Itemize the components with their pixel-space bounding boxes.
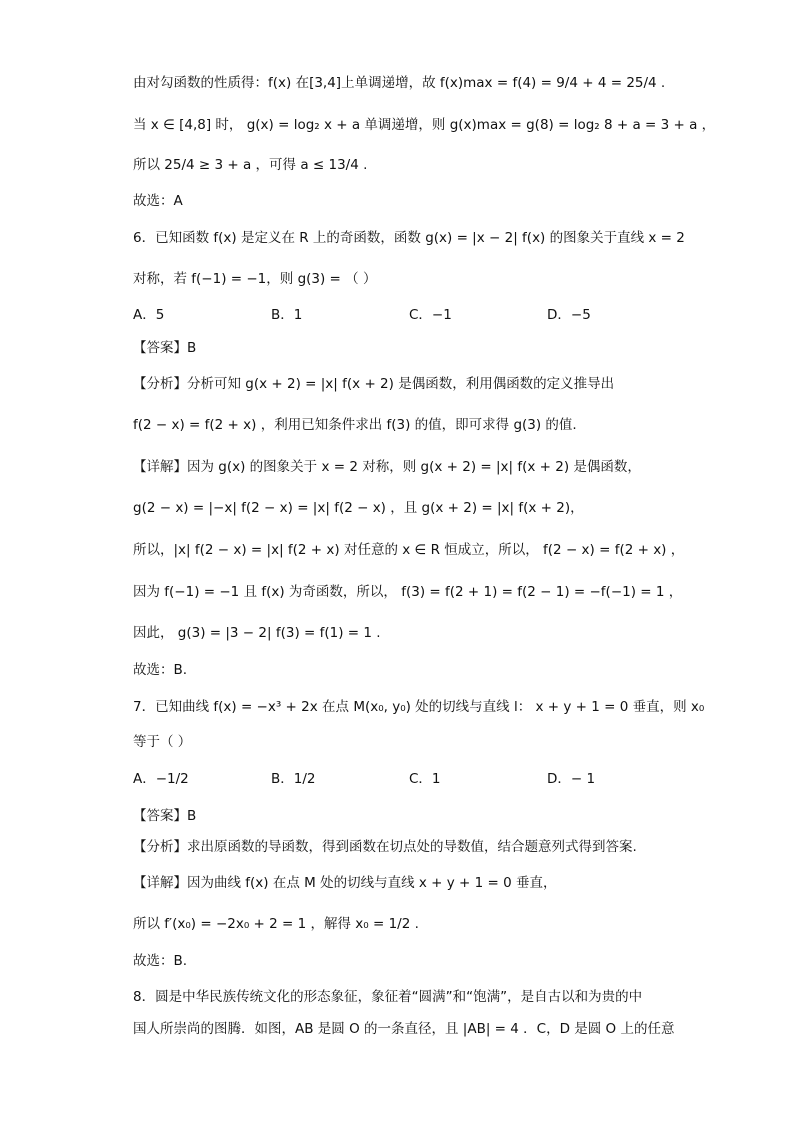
choice-7: 故选：B.: [133, 953, 188, 969]
line-4: 故选：A: [133, 193, 183, 209]
option-b: B．1: [271, 307, 303, 323]
question-7-stem-cont: 等于（ ）: [133, 734, 192, 750]
option-d: D．− 1: [547, 771, 596, 787]
line-2: 当 x ∈ [4,8] 时， g(x) = log₂ x + a 单调递增，则 g(x)max = g(8) = log₂ 8 + a = 3 + a ，: [133, 117, 716, 133]
detail-7-line-2: 所以 f′(x₀) = −2x₀ + 2 = 1 ，解得 x₀ = 1/2 .: [133, 916, 419, 932]
analysis-7: 【分析】求出原函数的导函数，得到函数在切点处的导数值，结合题意列式得到答案.: [133, 839, 637, 855]
line-1: 由对勾函数的性质得：f(x) 在[3,4]上单调递增，故 f(x)max = f(4) = 9/4 + 4 = 25/4 .: [133, 75, 666, 91]
line-3: 所以 25/4 ≥ 3 + a ，可得 a ≤ 13/4 .: [133, 157, 368, 173]
detail-6: 【详解】因为 g(x) 的图象关于 x = 2 对称，则 g(x + 2) = |x| f(x + 2) 是偶函数，: [133, 459, 641, 475]
question-8-stem-cont: 国人所崇尚的图腾．如图，AB 是圆 O 的一条直径，且 |AB| = 4 ．C，D 是圆 O 上的任意: [133, 1021, 675, 1037]
detail-6-line-2: g(2 − x) = |−x| f(2 − x) = |x| f(2 − x) ，且 g(x + 2) = |x| f(x + 2)，: [133, 500, 584, 516]
analysis-6-cont: f(2 − x) = f(2 + x) ，利用已知条件求出 f(3) 的值，即可求得 g(3) 的值.: [133, 417, 577, 433]
detail-6-line-5: 因此， g(3) = |3 − 2| f(3) = f(1) = 1 .: [133, 625, 381, 641]
detail-6-line-4: 因为 f(−1) = −1 且 f(x) 为奇函数，所以， f(3) = f(2 + 1) = f(2 − 1) = −f(−1) = 1 ，: [133, 584, 683, 600]
choice-6: 故选：B.: [133, 662, 188, 678]
option-b: B．1/2: [271, 771, 316, 787]
option-a: A．5: [133, 307, 165, 323]
option-c: C．−1: [409, 307, 452, 323]
option-a: A．−1/2: [133, 771, 189, 787]
option-d: D．−5: [547, 307, 591, 323]
question-6-stem-cont: 对称，若 f(−1) = −1，则 g(3) = （ ）: [133, 271, 377, 287]
answer-6: 【答案】B: [133, 340, 197, 356]
detail-6-line-3: 所以，|x| f(2 − x) = |x| f(2 + x) 对任意的 x ∈ R 恒成立，所以， f(2 − x) = f(2 + x) ，: [133, 542, 685, 558]
analysis-6: 【分析】分析可知 g(x + 2) = |x| f(x + 2) 是偶函数，利用偶函数的定义推导出: [133, 376, 615, 392]
detail-7: 【详解】因为曲线 f(x) 在点 M 处的切线与直线 x + y + 1 = 0 垂直，: [133, 875, 557, 891]
option-c: C．1: [409, 771, 441, 787]
question-7-stem: 7．已知曲线 f(x) = −x³ + 2x 在点 M(x₀, y₀) 处的切线与直线 l： x + y + 1 = 0 垂直，则 x₀: [133, 699, 705, 715]
question-8-stem: 8．圆是中华民族传统文化的形态象征，象征着“圆满”和“饱满”，是自古以和为贵的中: [133, 989, 643, 1005]
question-6-stem: 6．已知函数 f(x) 是定义在 R 上的奇函数，函数 g(x) = |x − 2| f(x) 的图象关于直线 x = 2: [133, 230, 685, 246]
answer-7: 【答案】B: [133, 808, 197, 824]
